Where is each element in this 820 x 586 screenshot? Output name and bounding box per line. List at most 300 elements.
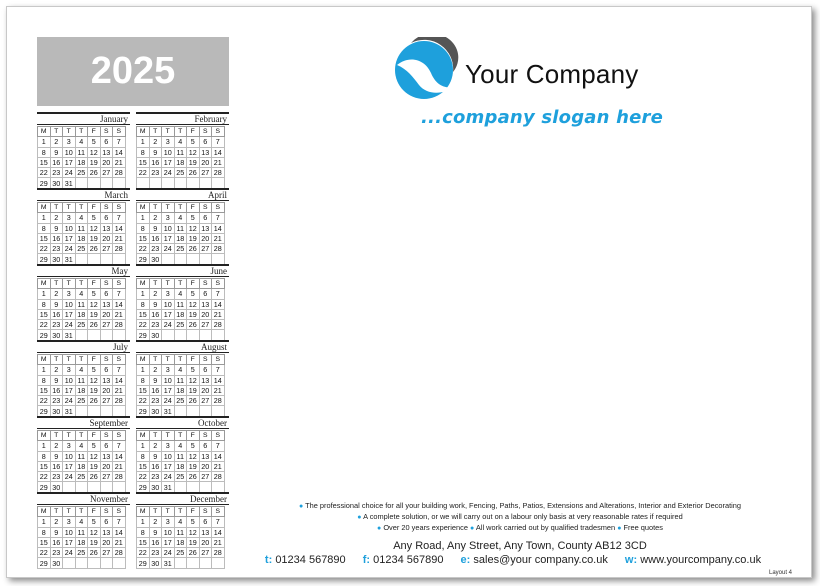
day-cell: 3 bbox=[162, 441, 175, 451]
day-table bbox=[136, 278, 225, 341]
day-cell: 28 bbox=[212, 320, 225, 330]
day-cell: 5 bbox=[88, 137, 101, 147]
day-cell: 2 bbox=[50, 365, 63, 375]
day-cell: 5 bbox=[88, 289, 101, 299]
day-cell: 8 bbox=[137, 451, 150, 461]
day-cell: 25 bbox=[75, 396, 88, 406]
day-cell bbox=[199, 406, 212, 416]
day-cell: 1 bbox=[137, 213, 150, 223]
weekday-header: S bbox=[113, 507, 126, 517]
day-cell: 19 bbox=[88, 537, 101, 547]
day-cell: 27 bbox=[100, 168, 113, 178]
day-cell: 15 bbox=[137, 157, 150, 167]
month-calendar bbox=[37, 492, 130, 568]
day-cell: 25 bbox=[174, 472, 187, 482]
month-name: February bbox=[136, 112, 229, 125]
day-cell: 9 bbox=[149, 147, 162, 157]
day-cell: 20 bbox=[199, 157, 212, 167]
day-cell: 30 bbox=[50, 482, 63, 492]
day-cell bbox=[212, 482, 225, 492]
day-cell: 10 bbox=[162, 299, 175, 309]
day-cell: 25 bbox=[174, 548, 187, 558]
day-cell: 4 bbox=[75, 289, 88, 299]
day-cell bbox=[174, 558, 187, 568]
bullet-icon: ● bbox=[617, 525, 622, 532]
day-cell: 13 bbox=[100, 147, 113, 157]
day-cell: 11 bbox=[75, 375, 88, 385]
weekday-header: T bbox=[50, 431, 63, 441]
day-cell bbox=[75, 254, 88, 264]
day-cell: 18 bbox=[75, 233, 88, 243]
day-cell: 13 bbox=[199, 147, 212, 157]
day-cell bbox=[88, 482, 101, 492]
day-cell: 7 bbox=[212, 137, 225, 147]
day-cell: 16 bbox=[50, 309, 63, 319]
day-cell: 4 bbox=[174, 441, 187, 451]
day-cell: 18 bbox=[174, 233, 187, 243]
weekday-header: S bbox=[113, 127, 126, 137]
month-name: November bbox=[37, 492, 130, 505]
day-cell: 1 bbox=[38, 137, 51, 147]
day-cell: 31 bbox=[162, 406, 175, 416]
day-cell: 9 bbox=[50, 299, 63, 309]
day-cell: 28 bbox=[113, 320, 126, 330]
day-cell: 19 bbox=[187, 385, 200, 395]
day-table bbox=[136, 202, 225, 265]
day-cell: 20 bbox=[100, 233, 113, 243]
day-cell: 7 bbox=[113, 289, 126, 299]
day-cell: 7 bbox=[113, 213, 126, 223]
day-cell: 25 bbox=[75, 472, 88, 482]
service-text: Free quotes bbox=[623, 523, 663, 532]
day-cell: 20 bbox=[199, 461, 212, 471]
day-cell: 9 bbox=[149, 451, 162, 461]
day-cell: 11 bbox=[174, 527, 187, 537]
day-cell: 9 bbox=[50, 451, 63, 461]
weekday-header: T bbox=[75, 127, 88, 137]
day-cell: 31 bbox=[63, 254, 76, 264]
day-cell: 24 bbox=[63, 472, 76, 482]
weekday-header: M bbox=[38, 355, 51, 365]
day-cell: 11 bbox=[75, 299, 88, 309]
day-cell: 18 bbox=[75, 309, 88, 319]
day-cell: 14 bbox=[113, 147, 126, 157]
day-cell: 10 bbox=[63, 527, 76, 537]
day-cell: 15 bbox=[137, 385, 150, 395]
day-cell bbox=[187, 558, 200, 568]
phone-label: t: bbox=[264, 554, 273, 566]
day-cell: 21 bbox=[212, 233, 225, 243]
day-cell: 8 bbox=[38, 375, 51, 385]
service-text: The professional choice for all your building work, Fencing, Paths, Patios, Extensions and Alterations, Interior and Exterior Decorating bbox=[305, 501, 742, 510]
day-cell: 9 bbox=[149, 299, 162, 309]
month-name: January bbox=[37, 112, 130, 125]
day-cell: 24 bbox=[63, 396, 76, 406]
weekday-header: S bbox=[113, 431, 126, 441]
day-cell: 11 bbox=[174, 223, 187, 233]
day-cell: 3 bbox=[63, 213, 76, 223]
day-cell: 19 bbox=[88, 385, 101, 395]
day-cell: 3 bbox=[63, 441, 76, 451]
day-cell: 26 bbox=[88, 244, 101, 254]
day-cell: 18 bbox=[174, 309, 187, 319]
month-name: April bbox=[136, 188, 229, 201]
weekday-header: S bbox=[199, 203, 212, 213]
day-cell: 20 bbox=[100, 385, 113, 395]
day-cell: 28 bbox=[113, 548, 126, 558]
weekday-header: M bbox=[38, 507, 51, 517]
day-cell: 5 bbox=[187, 289, 200, 299]
day-cell: 1 bbox=[38, 213, 51, 223]
bullet-icon: ● bbox=[357, 514, 362, 521]
weekday-header: F bbox=[88, 127, 101, 137]
day-cell: 4 bbox=[174, 517, 187, 527]
day-cell: 30 bbox=[50, 178, 63, 188]
month-name: June bbox=[136, 264, 229, 277]
day-cell: 21 bbox=[212, 157, 225, 167]
day-cell: 1 bbox=[137, 365, 150, 375]
day-cell: 27 bbox=[100, 472, 113, 482]
day-cell: 29 bbox=[137, 482, 150, 492]
day-cell: 13 bbox=[199, 375, 212, 385]
day-cell: 22 bbox=[38, 168, 51, 178]
day-cell: 28 bbox=[212, 244, 225, 254]
weekday-header: T bbox=[149, 127, 162, 137]
day-cell bbox=[88, 558, 101, 568]
day-cell: 1 bbox=[38, 365, 51, 375]
weekday-header: S bbox=[212, 279, 225, 289]
services-list bbox=[247, 501, 793, 534]
day-cell: 1 bbox=[137, 289, 150, 299]
day-cell: 25 bbox=[174, 168, 187, 178]
day-cell: 22 bbox=[137, 320, 150, 330]
day-cell: 10 bbox=[63, 147, 76, 157]
day-cell: 14 bbox=[113, 375, 126, 385]
day-cell: 19 bbox=[88, 461, 101, 471]
weekday-header: S bbox=[100, 127, 113, 137]
day-cell: 31 bbox=[162, 482, 175, 492]
day-cell: 10 bbox=[162, 527, 175, 537]
weekday-header: T bbox=[174, 279, 187, 289]
weekday-header: T bbox=[75, 507, 88, 517]
day-cell: 16 bbox=[50, 157, 63, 167]
day-table bbox=[37, 506, 126, 569]
day-cell: 7 bbox=[212, 365, 225, 375]
year-banner: 2025 bbox=[37, 37, 229, 106]
day-cell: 5 bbox=[187, 517, 200, 527]
weekday-header: S bbox=[212, 127, 225, 137]
day-cell: 24 bbox=[63, 320, 76, 330]
company-name: Your Company bbox=[465, 59, 639, 89]
day-cell: 23 bbox=[50, 320, 63, 330]
day-cell: 17 bbox=[63, 537, 76, 547]
weekday-header: S bbox=[212, 355, 225, 365]
weekday-header: T bbox=[63, 127, 76, 137]
day-cell: 29 bbox=[38, 254, 51, 264]
month-calendar bbox=[136, 492, 229, 568]
day-cell: 16 bbox=[149, 537, 162, 547]
day-cell bbox=[174, 330, 187, 340]
day-cell: 23 bbox=[149, 472, 162, 482]
day-cell: 14 bbox=[212, 527, 225, 537]
fax-label: f: bbox=[362, 554, 371, 566]
day-cell: 13 bbox=[199, 527, 212, 537]
day-cell: 13 bbox=[199, 223, 212, 233]
day-cell bbox=[187, 178, 200, 188]
weekday-header: T bbox=[149, 355, 162, 365]
weekday-header: M bbox=[38, 431, 51, 441]
weekday-header: S bbox=[100, 279, 113, 289]
company-slogan: ...company slogan here bbox=[421, 107, 664, 128]
day-cell: 5 bbox=[187, 137, 200, 147]
day-cell: 17 bbox=[162, 157, 175, 167]
weekday-header: T bbox=[149, 279, 162, 289]
day-cell: 28 bbox=[212, 396, 225, 406]
day-cell bbox=[113, 178, 126, 188]
day-cell: 28 bbox=[113, 244, 126, 254]
weekday-header: T bbox=[63, 355, 76, 365]
day-cell: 3 bbox=[162, 365, 175, 375]
day-cell: 25 bbox=[174, 396, 187, 406]
day-cell: 2 bbox=[50, 137, 63, 147]
weekday-header: T bbox=[162, 355, 175, 365]
weekday-header: S bbox=[100, 203, 113, 213]
day-cell: 30 bbox=[149, 558, 162, 568]
day-cell: 6 bbox=[100, 289, 113, 299]
day-cell: 7 bbox=[113, 137, 126, 147]
day-cell bbox=[113, 254, 126, 264]
weekday-header: T bbox=[174, 431, 187, 441]
bullet-icon: ● bbox=[377, 525, 382, 532]
day-cell: 10 bbox=[162, 375, 175, 385]
weekday-header: T bbox=[75, 279, 88, 289]
weekday-header: T bbox=[162, 203, 175, 213]
day-cell: 17 bbox=[162, 461, 175, 471]
day-cell: 30 bbox=[50, 558, 63, 568]
day-cell: 30 bbox=[50, 330, 63, 340]
day-cell: 12 bbox=[88, 299, 101, 309]
day-cell: 30 bbox=[149, 406, 162, 416]
day-cell: 11 bbox=[75, 451, 88, 461]
day-cell: 5 bbox=[187, 213, 200, 223]
day-cell: 10 bbox=[63, 299, 76, 309]
day-cell: 8 bbox=[38, 299, 51, 309]
service-text: A complete solution, or we will carry out on a labour only basis at very reasonable rates if required bbox=[363, 512, 683, 521]
day-cell bbox=[100, 178, 113, 188]
month-name: July bbox=[37, 340, 130, 353]
month-calendar bbox=[37, 188, 130, 264]
email-label: e: bbox=[460, 554, 471, 566]
day-cell: 5 bbox=[88, 365, 101, 375]
day-cell: 9 bbox=[50, 375, 63, 385]
day-cell: 12 bbox=[88, 223, 101, 233]
day-cell: 1 bbox=[137, 137, 150, 147]
day-cell: 19 bbox=[88, 157, 101, 167]
day-cell bbox=[75, 482, 88, 492]
day-cell bbox=[100, 482, 113, 492]
day-cell bbox=[75, 406, 88, 416]
day-cell: 13 bbox=[100, 223, 113, 233]
day-cell: 13 bbox=[100, 375, 113, 385]
day-cell: 2 bbox=[149, 365, 162, 375]
day-cell: 25 bbox=[75, 548, 88, 558]
day-cell: 8 bbox=[38, 451, 51, 461]
day-cell: 9 bbox=[50, 527, 63, 537]
day-cell: 28 bbox=[113, 168, 126, 178]
day-cell: 28 bbox=[212, 548, 225, 558]
day-cell: 28 bbox=[212, 168, 225, 178]
day-cell bbox=[162, 254, 175, 264]
day-cell bbox=[100, 406, 113, 416]
day-cell: 13 bbox=[100, 299, 113, 309]
weekday-header: S bbox=[199, 431, 212, 441]
month-calendar bbox=[136, 416, 229, 492]
day-cell: 17 bbox=[63, 309, 76, 319]
day-cell: 27 bbox=[100, 244, 113, 254]
day-cell bbox=[174, 482, 187, 492]
day-cell: 14 bbox=[212, 451, 225, 461]
day-cell: 22 bbox=[38, 472, 51, 482]
day-cell bbox=[187, 482, 200, 492]
weekday-header: M bbox=[137, 507, 150, 517]
day-cell: 24 bbox=[162, 168, 175, 178]
day-cell: 28 bbox=[212, 472, 225, 482]
weekday-header: S bbox=[100, 507, 113, 517]
day-cell: 13 bbox=[199, 299, 212, 309]
weekday-header: F bbox=[88, 431, 101, 441]
services-line-2 bbox=[247, 512, 793, 523]
day-cell: 10 bbox=[63, 375, 76, 385]
day-cell: 4 bbox=[174, 137, 187, 147]
day-cell: 3 bbox=[162, 213, 175, 223]
day-cell: 30 bbox=[149, 482, 162, 492]
weekday-header: F bbox=[187, 507, 200, 517]
day-cell: 12 bbox=[187, 527, 200, 537]
weekday-header: T bbox=[63, 279, 76, 289]
services-line-3 bbox=[247, 523, 793, 534]
day-cell bbox=[113, 406, 126, 416]
weekday-header: F bbox=[187, 279, 200, 289]
day-cell: 2 bbox=[149, 517, 162, 527]
weekday-header: T bbox=[162, 431, 175, 441]
day-cell: 21 bbox=[113, 157, 126, 167]
month-calendar bbox=[136, 264, 229, 340]
day-cell: 14 bbox=[113, 451, 126, 461]
day-cell: 3 bbox=[63, 137, 76, 147]
day-cell: 7 bbox=[113, 441, 126, 451]
day-cell bbox=[187, 330, 200, 340]
day-cell: 29 bbox=[38, 406, 51, 416]
day-cell: 3 bbox=[63, 365, 76, 375]
day-cell: 2 bbox=[149, 137, 162, 147]
day-cell: 17 bbox=[63, 233, 76, 243]
day-cell: 27 bbox=[199, 244, 212, 254]
day-cell bbox=[75, 178, 88, 188]
day-cell: 1 bbox=[137, 517, 150, 527]
day-cell: 5 bbox=[88, 441, 101, 451]
day-cell bbox=[137, 178, 150, 188]
day-cell: 3 bbox=[162, 517, 175, 527]
day-cell: 14 bbox=[113, 299, 126, 309]
weekday-header: F bbox=[88, 203, 101, 213]
day-cell: 13 bbox=[100, 451, 113, 461]
day-cell: 24 bbox=[162, 472, 175, 482]
phone-number: 01234 567890 bbox=[275, 554, 346, 566]
day-cell: 6 bbox=[199, 517, 212, 527]
day-cell: 18 bbox=[174, 157, 187, 167]
day-cell: 23 bbox=[149, 548, 162, 558]
day-cell bbox=[174, 254, 187, 264]
day-cell: 14 bbox=[113, 527, 126, 537]
weekday-header: M bbox=[38, 279, 51, 289]
weekday-header: T bbox=[50, 203, 63, 213]
day-cell bbox=[113, 558, 126, 568]
day-cell: 6 bbox=[199, 137, 212, 147]
weekday-header: S bbox=[199, 127, 212, 137]
day-cell bbox=[212, 406, 225, 416]
day-cell: 14 bbox=[212, 299, 225, 309]
month-calendar bbox=[37, 340, 130, 416]
day-cell: 29 bbox=[137, 406, 150, 416]
day-cell bbox=[63, 482, 76, 492]
day-cell: 9 bbox=[50, 147, 63, 157]
day-cell: 17 bbox=[162, 309, 175, 319]
day-cell: 8 bbox=[38, 223, 51, 233]
day-cell: 12 bbox=[187, 451, 200, 461]
day-table bbox=[136, 126, 225, 189]
month-calendar bbox=[37, 264, 130, 340]
day-cell: 26 bbox=[88, 320, 101, 330]
weekday-header: S bbox=[100, 431, 113, 441]
day-cell: 17 bbox=[63, 157, 76, 167]
day-cell: 10 bbox=[162, 451, 175, 461]
day-cell: 6 bbox=[199, 289, 212, 299]
day-cell: 21 bbox=[113, 385, 126, 395]
weekday-header: T bbox=[50, 507, 63, 517]
day-cell bbox=[212, 558, 225, 568]
day-cell: 26 bbox=[88, 396, 101, 406]
weekday-header: T bbox=[75, 431, 88, 441]
company-address: Any Road, Any Street, Any Town, County AB12 3CD bbox=[393, 540, 647, 552]
day-cell: 19 bbox=[187, 309, 200, 319]
weekday-header: M bbox=[137, 431, 150, 441]
weekday-header: T bbox=[50, 279, 63, 289]
day-cell: 22 bbox=[38, 548, 51, 558]
day-cell: 26 bbox=[187, 472, 200, 482]
day-cell: 21 bbox=[212, 309, 225, 319]
weekday-header: T bbox=[63, 203, 76, 213]
day-cell bbox=[199, 254, 212, 264]
weekday-header: M bbox=[38, 203, 51, 213]
day-cell: 26 bbox=[88, 472, 101, 482]
day-cell bbox=[174, 178, 187, 188]
day-cell: 3 bbox=[63, 289, 76, 299]
day-cell: 16 bbox=[149, 385, 162, 395]
day-table bbox=[37, 126, 126, 189]
weekday-header: T bbox=[63, 431, 76, 441]
weekday-header: T bbox=[149, 507, 162, 517]
day-cell: 24 bbox=[63, 168, 76, 178]
day-cell: 16 bbox=[50, 461, 63, 471]
day-cell: 8 bbox=[38, 147, 51, 157]
day-cell: 23 bbox=[50, 396, 63, 406]
day-cell bbox=[212, 178, 225, 188]
day-cell: 23 bbox=[50, 244, 63, 254]
day-cell: 12 bbox=[88, 375, 101, 385]
day-cell: 8 bbox=[137, 299, 150, 309]
weekday-header: T bbox=[174, 203, 187, 213]
website-label: w: bbox=[624, 554, 638, 566]
